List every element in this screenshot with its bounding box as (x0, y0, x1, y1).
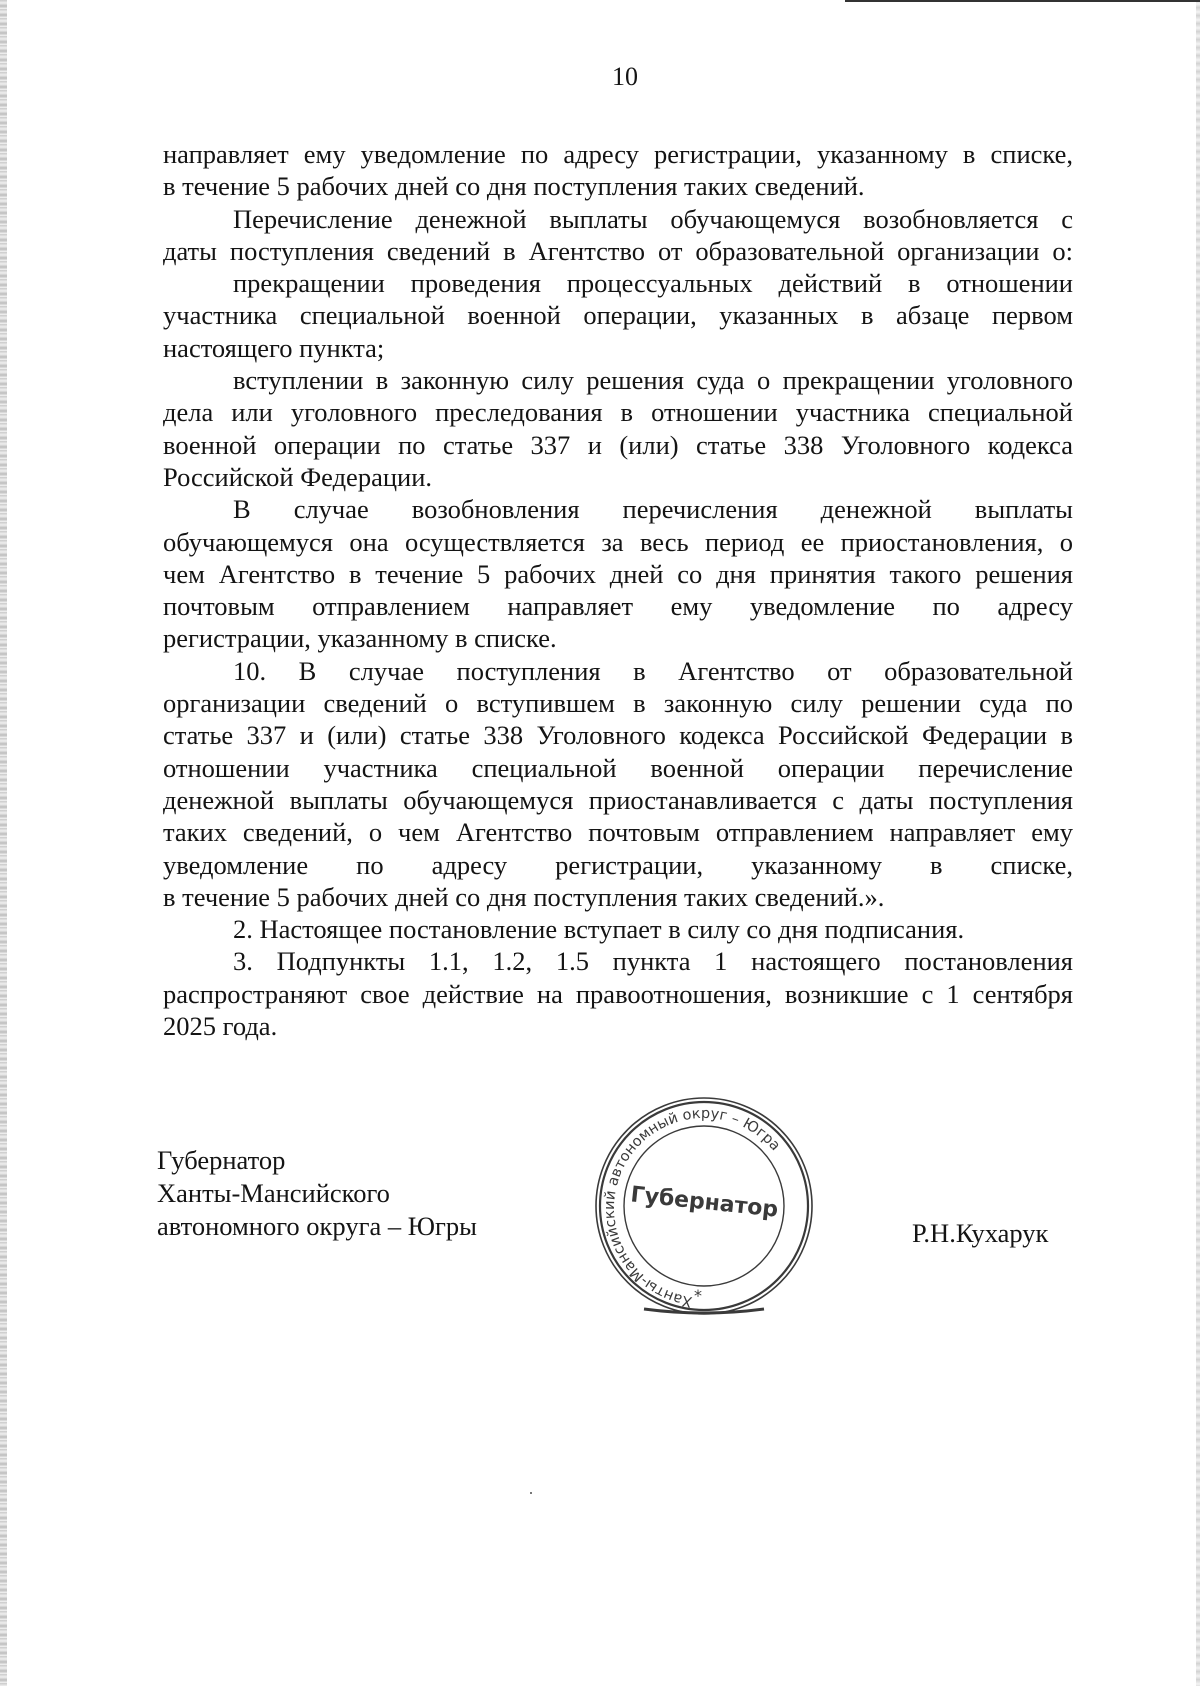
signer-title-line: автономного округа – Югры (157, 1211, 477, 1241)
body-line: вступлении в законную силу решения суда о прекращении уголовного (233, 365, 1073, 396)
signer-title-line: Губернатор (157, 1145, 286, 1175)
body-line: денежной выплаты обучающемуся приостанавливается с даты поступления (163, 784, 1073, 815)
body-line: чем Агентство в течение 5 рабочих дней со дня принятия такого решения (163, 558, 1073, 589)
scan-speck (530, 1492, 532, 1494)
scan-edge-left (0, 0, 7, 1686)
body-line: дела или уголовного преследования в отношении участника специальной (163, 397, 1073, 428)
seal-center-text: Губернатор (629, 1182, 780, 1223)
body-line: направляет ему уведомление по адресу регистрации, указанному в списке, (163, 139, 1073, 169)
body-line: уведомление по адресу регистрации, указанному в списке, (163, 849, 1073, 880)
body-line: почтовым отправлением направляет ему уведомление по адресу (163, 591, 1073, 622)
body-line: таких сведений, о чем Агентство почтовым отправлением направляет ему (163, 817, 1073, 848)
body-line: статье 337 и (или) статье 338 Уголовного кодекса Российской Федерации в (163, 720, 1073, 751)
body-line: участника специальной военной операции, указанных в абзаце первом (163, 300, 1073, 331)
body-line: организации сведений о вступившем в законную силу решении суда по (163, 688, 1073, 719)
body-line: отношении участника специальной военной операции перечисление (163, 752, 1073, 783)
body-line: в течение 5 рабочих дней со дня поступления таких сведений.». (163, 881, 885, 912)
body-line: настоящего пункта; (163, 332, 385, 363)
signer-name: Р.Н.Кухарук (912, 1218, 1049, 1248)
body-line: В случае возобновления перечисления денежной выплаты (233, 494, 1073, 525)
body-line: обучающемуся она осуществляется за весь период ее приостановления, о (163, 526, 1073, 557)
scan-edge-right (1196, 0, 1200, 1686)
body-line: 2025 года. (163, 1011, 278, 1042)
body-line: военной операции по статье 337 и (или) статье 338 Уголовного кодекса (163, 429, 1073, 460)
page-number: 10 (612, 62, 638, 91)
body-line: Перечисление денежной выплаты обучающемуся возобновляется с (233, 203, 1073, 234)
body-line: в течение 5 рабочих дней со дня поступления таких сведений. (163, 171, 865, 202)
signer-title (157, 1144, 477, 1243)
official-seal (590, 1095, 818, 1317)
body-line: даты поступления сведений в Агентство от образовательной организации о: (163, 235, 1073, 266)
signer-title-line: Ханты-Мансийского (157, 1178, 390, 1208)
body-line: прекращении проведения процессуальных действий в отношении (233, 268, 1073, 299)
body-line: Российской Федерации. (163, 461, 432, 492)
body-line: 10. В случае поступления в Агентство от образовательной (233, 655, 1073, 686)
body-line: 2. Настоящее постановление вступает в силу со дня подписания. (233, 914, 965, 945)
body-line: регистрации, указанному в списке. (163, 623, 557, 654)
scan-edge-top (845, 0, 1200, 2)
document-body (163, 138, 1073, 1042)
body-line: распространяют свое действие на правоотношения, возникшие с 1 сентября (163, 978, 1073, 1009)
body-line: 3. Подпункты 1.1, 1.2, 1.5 пункта 1 настоящего постановления (233, 946, 1073, 977)
seal-ring-text: Ханты-Мансийский автономный округ – Югра (601, 1105, 784, 1310)
seal-star: * (694, 1286, 702, 1305)
